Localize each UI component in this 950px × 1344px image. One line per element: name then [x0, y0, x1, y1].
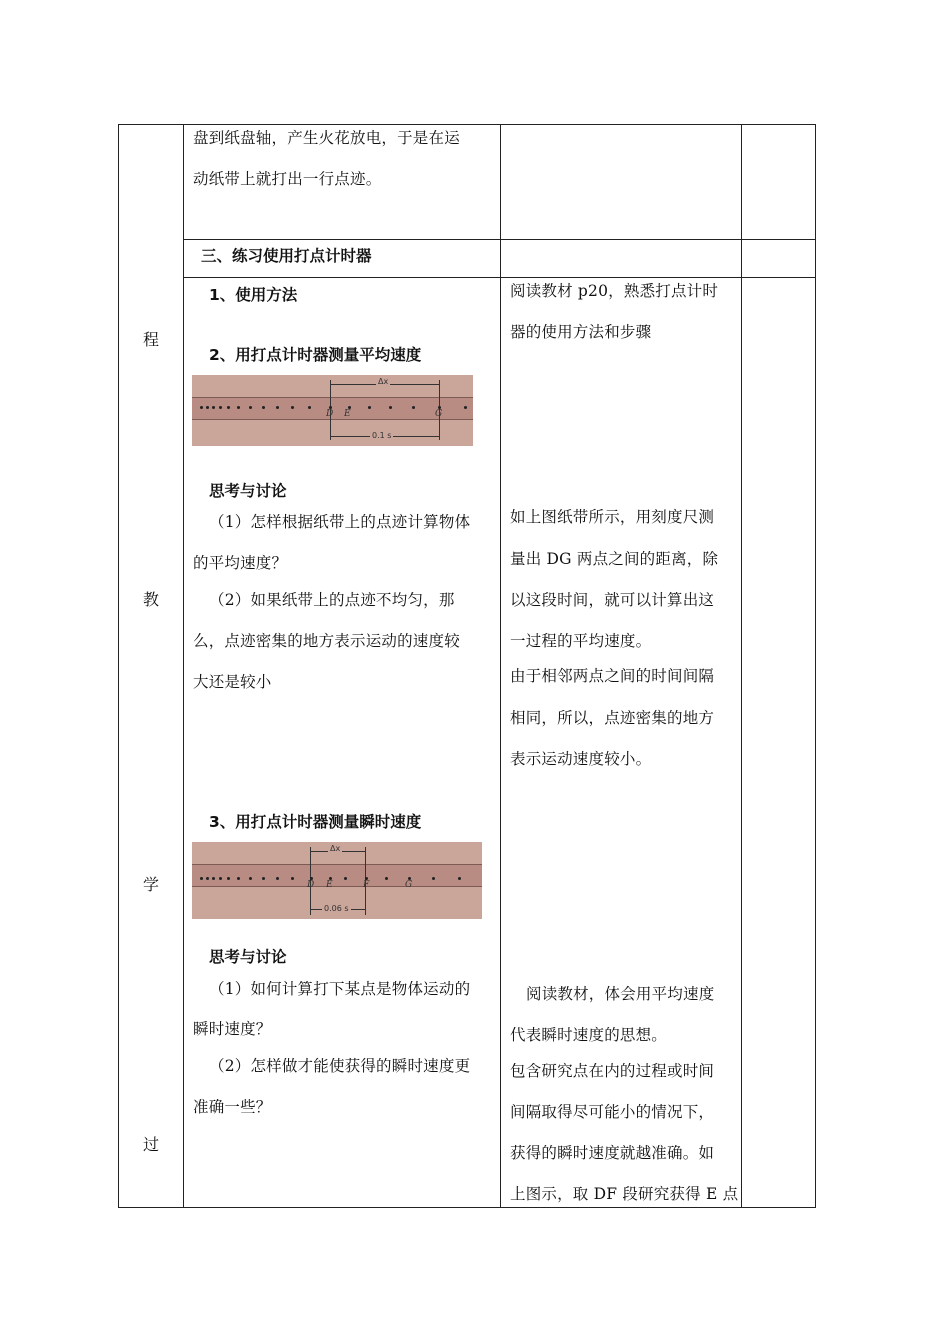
- column-divider-2: [500, 124, 501, 1208]
- think-discuss-heading-2: 思考与讨论: [209, 948, 287, 966]
- section-heading: 三、练习使用打点计时器: [201, 247, 372, 265]
- figure1-point-G: G: [435, 409, 443, 419]
- answer-line: 由于相邻两点之间的时间间隔: [510, 667, 715, 685]
- figure1-time-label: 0.1 s: [372, 431, 392, 440]
- sub-heading-usage: 1、使用方法: [209, 286, 298, 304]
- figure2-point-F: F: [363, 880, 370, 890]
- question-line: 么，点迹密集的地方表示运动的速度较: [193, 632, 460, 650]
- answer-line: 表示运动速度较小。: [510, 750, 652, 768]
- side-label-1: 程: [143, 330, 160, 349]
- figure2-time-label: 0.06 s: [324, 904, 349, 913]
- figure2-point-D: D: [307, 880, 315, 890]
- sub-heading-instant-speed: 3、用打点计时器测量瞬时速度: [209, 813, 422, 831]
- paragraph-line: 动纸带上就打出一行点迹。: [193, 170, 382, 188]
- answer-line: 间隔取得尽可能小的情况下，: [510, 1103, 715, 1121]
- answer-line: 上图示，取 DF 段研究获得 E 点: [510, 1185, 739, 1203]
- answer-line: 一过程的平均速度。: [510, 632, 652, 650]
- row-divider-2: [183, 277, 816, 278]
- ticker-tape-figure-1: [192, 375, 473, 446]
- figure1-dx-label: Δx: [378, 377, 389, 386]
- row-divider-1: [183, 239, 816, 240]
- answer-line: 如上图纸带所示，用刻度尺测: [510, 508, 715, 526]
- figure2-point-G: G: [405, 880, 413, 890]
- figure1-point-D: D: [326, 409, 334, 419]
- figure1-point-E: E: [344, 409, 351, 419]
- question-line: 瞬时速度？: [193, 1020, 272, 1038]
- answer-line: 器的使用方法和步骤: [510, 323, 652, 341]
- answer-line: 获得的瞬时速度就越准确。如: [510, 1144, 715, 1162]
- answer-line: 包含研究点在内的过程或时间: [510, 1062, 715, 1080]
- table-border-right: [815, 124, 816, 1208]
- answer-line: 相同，所以，点迹密集的地方: [510, 709, 715, 727]
- question-line: 大还是较小: [193, 673, 272, 691]
- question-line: 的平均速度？: [193, 554, 288, 572]
- column-divider-3: [741, 124, 742, 1208]
- question-line: （1）如何计算打下某点是物体运动的: [209, 980, 471, 998]
- answer-line: 阅读教材 p20，熟悉打点计时: [510, 282, 719, 300]
- question-line: 准确一些？: [193, 1098, 272, 1116]
- sub-heading-average-speed: 2、用打点计时器测量平均速度: [209, 346, 422, 364]
- question-line: （2）怎样做才能使获得的瞬时速度更: [209, 1057, 471, 1075]
- paragraph-line: 盘到纸盘轴，产生火花放电，于是在运: [193, 129, 460, 147]
- side-label-4: 过: [143, 1135, 160, 1154]
- answer-line: 代表瞬时速度的思想。: [510, 1026, 668, 1044]
- answer-line: 阅读教材，体会用平均速度: [526, 985, 715, 1003]
- side-label-2: 教: [143, 590, 160, 609]
- question-line: （2）如果纸带上的点迹不均匀，那: [209, 591, 455, 609]
- side-label-3: 学: [143, 875, 160, 894]
- answer-line: 以这段时间，就可以计算出这: [510, 591, 715, 609]
- figure2-dx-label: Δx: [330, 844, 341, 853]
- answer-line: 量出 DG 两点之间的距离，除: [510, 550, 719, 568]
- column-divider-1: [183, 124, 184, 1208]
- figure2-point-E: E: [326, 880, 333, 890]
- question-line: （1）怎样根据纸带上的点迹计算物体: [209, 513, 471, 531]
- table-border-left: [118, 124, 119, 1208]
- think-discuss-heading-1: 思考与讨论: [209, 482, 287, 500]
- ticker-tape-figure-2: [192, 842, 482, 919]
